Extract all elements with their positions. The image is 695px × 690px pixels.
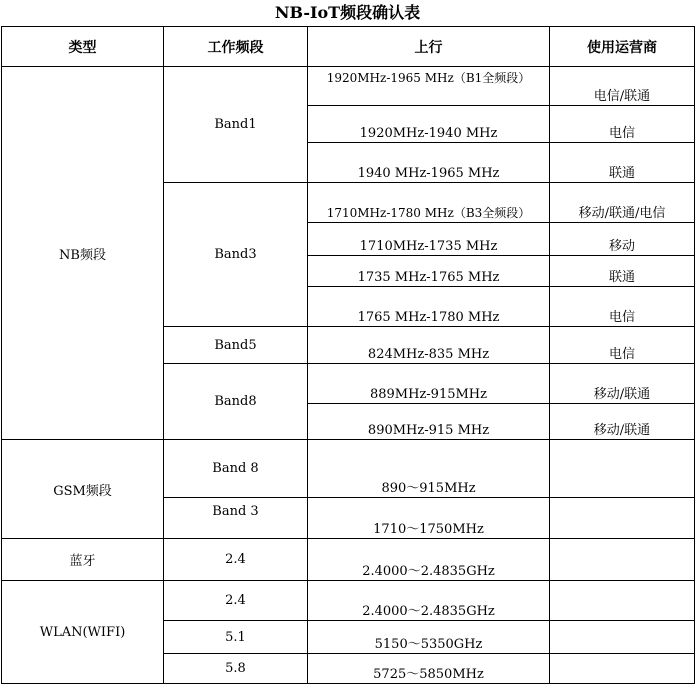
uplink-cell: 890MHz-915 MHz [308, 404, 550, 440]
band-cell: 5.1 [164, 621, 308, 654]
uplink-cell: 1710～1750MHz [308, 498, 550, 539]
operator-cell: 电信 [550, 106, 695, 143]
uplink-cell: 2.4000～2.4835GHz [308, 581, 550, 621]
operator-cell: 电信 [550, 327, 695, 364]
header-row [2, 27, 695, 67]
table-row [2, 67, 695, 106]
operator-cell [550, 654, 695, 684]
operator-cell: 移动/联通/电信 [550, 183, 695, 223]
band-cell: Band5 [164, 327, 308, 364]
table-row [2, 539, 695, 581]
uplink-cell: 5725～5850MHz [308, 654, 550, 684]
uplink-cell: 824MHz-835 MHz [308, 327, 550, 364]
table-row [2, 440, 695, 498]
type-cell: NB频段 [2, 67, 164, 440]
type-cell: WLAN(WIFI) [2, 581, 164, 684]
operator-cell [550, 440, 695, 498]
type-cell: 蓝牙 [2, 539, 164, 581]
uplink-cell: 1710MHz-1735 MHz [308, 223, 550, 256]
page-title: NB-IoT频段确认表 [274, 3, 421, 22]
header-uplink: 上行 [308, 27, 550, 67]
operator-cell: 移动/联通 [550, 364, 695, 404]
band-cell: 2.4 [164, 581, 308, 621]
band-cell: Band 8 [164, 440, 308, 498]
operator-cell [550, 498, 695, 539]
uplink-cell: 1710MHz-1780 MHz（B3全频段） [308, 183, 550, 223]
header-band: 工作频段 [164, 27, 308, 67]
header-type: 类型 [2, 27, 164, 67]
operator-cell: 电信 [550, 287, 695, 327]
operator-cell [550, 539, 695, 581]
operator-cell [550, 581, 695, 621]
band-cell: Band8 [164, 364, 308, 440]
band-table [1, 26, 695, 684]
operator-cell: 移动/联通 [550, 404, 695, 440]
operator-cell: 电信/联通 [550, 67, 695, 106]
uplink-cell: 5150～5350GHz [308, 621, 550, 654]
band-cell: Band 3 [164, 498, 308, 539]
uplink-cell: 889MHz-915MHz [308, 364, 550, 404]
header-operator: 使用运营商 [550, 27, 695, 67]
operator-cell: 联通 [550, 143, 695, 183]
operator-cell [550, 621, 695, 654]
operator-cell: 移动 [550, 223, 695, 256]
uplink-cell: 1920MHz-1965 MHz（B1全频段） [308, 67, 550, 106]
uplink-cell: 1735 MHz-1765 MHz [308, 256, 550, 287]
band-cell: Band3 [164, 183, 308, 327]
table-row [2, 581, 695, 621]
uplink-cell: 1920MHz-1940 MHz [308, 106, 550, 143]
band-cell: 2.4 [164, 539, 308, 581]
operator-cell: 联通 [550, 256, 695, 287]
uplink-cell: 1765 MHz-1780 MHz [308, 287, 550, 327]
band-cell: Band1 [164, 67, 308, 183]
uplink-cell: 890～915MHz [308, 440, 550, 498]
uplink-cell: 1940 MHz-1965 MHz [308, 143, 550, 183]
type-cell: GSM频段 [2, 440, 164, 539]
uplink-cell: 2.4000～2.4835GHz [308, 539, 550, 581]
band-cell: 5.8 [164, 654, 308, 684]
